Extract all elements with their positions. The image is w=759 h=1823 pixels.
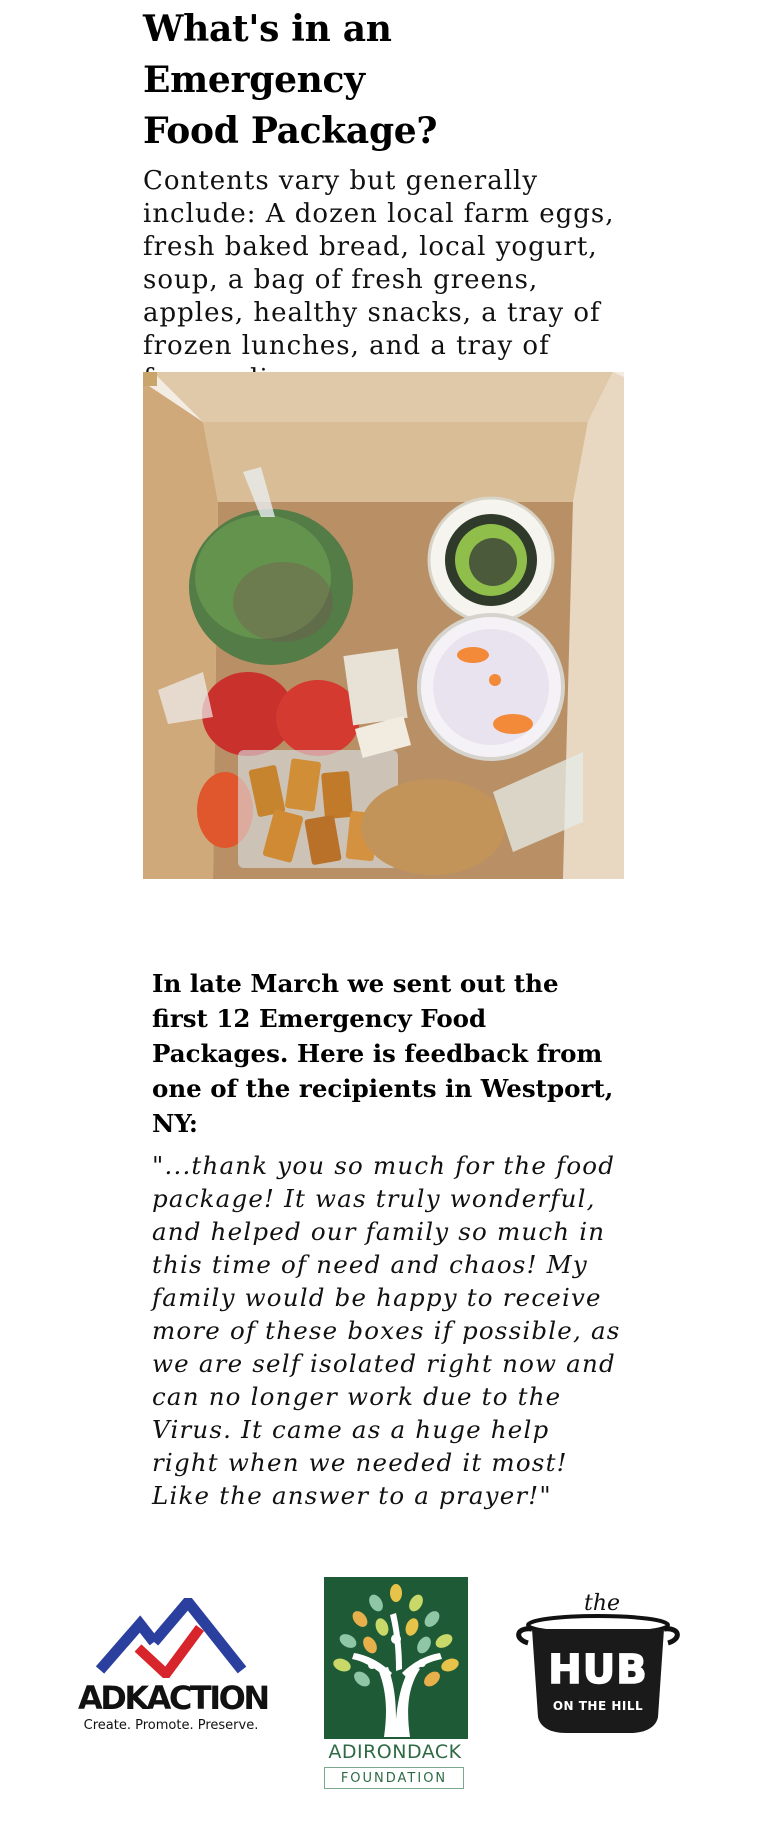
feedback-quote: "...thank you so much for the food package! It was truly wonderful, and helped our family so much in this time of need and chaos! My family would be happy to receive more of these boxes if possible, as we are self isolated right now and can no longer work due to the Virus. It came as a huge help right when we needed it most! Like the answer to a prayer!"	[152, 1151, 621, 1510]
adk-action-logo[interactable]	[78, 1598, 268, 1738]
hub-the-text: the	[583, 1591, 621, 1616]
hub-subtitle: ON THE HILL	[552, 1699, 644, 1713]
feedback-heading: In late March we sent out the first 12 Emergency Food Packages. Here is feedback from one of the recipients in Westport, NY:	[152, 969, 614, 1138]
food-box-photo	[143, 372, 624, 879]
adirondack-foundation-subname: FOUNDATION	[324, 1767, 464, 1789]
package-section	[143, 4, 623, 396]
package-description: Contents vary but generally include: A dozen local farm eggs, fresh baked bread, local yogurt, soup, a bag of fresh greens, apples, healthy snacks, a tray of frozen lunches, and a tray of	[143, 166, 615, 361]
feedback-section	[152, 966, 622, 1512]
adk-action-name: ADKACTION	[78, 1679, 268, 1717]
package-heading	[143, 4, 623, 157]
package-heading-line1: What's in an Emergency	[143, 8, 392, 101]
adk-action-tagline: Create. Promote. Preserve.	[83, 1718, 259, 1733]
package-heading-line2: Food Package?	[143, 110, 438, 152]
adirondack-foundation-name: ADIRONDACK	[328, 1741, 462, 1763]
adirondack-foundation-logo[interactable]	[315, 1575, 475, 1793]
hub-word: HUB	[548, 1647, 648, 1693]
hub-on-the-hill-logo[interactable]	[510, 1591, 686, 1735]
adk-action-mark-icon	[78, 1598, 264, 1678]
tree-icon	[324, 1577, 468, 1739]
